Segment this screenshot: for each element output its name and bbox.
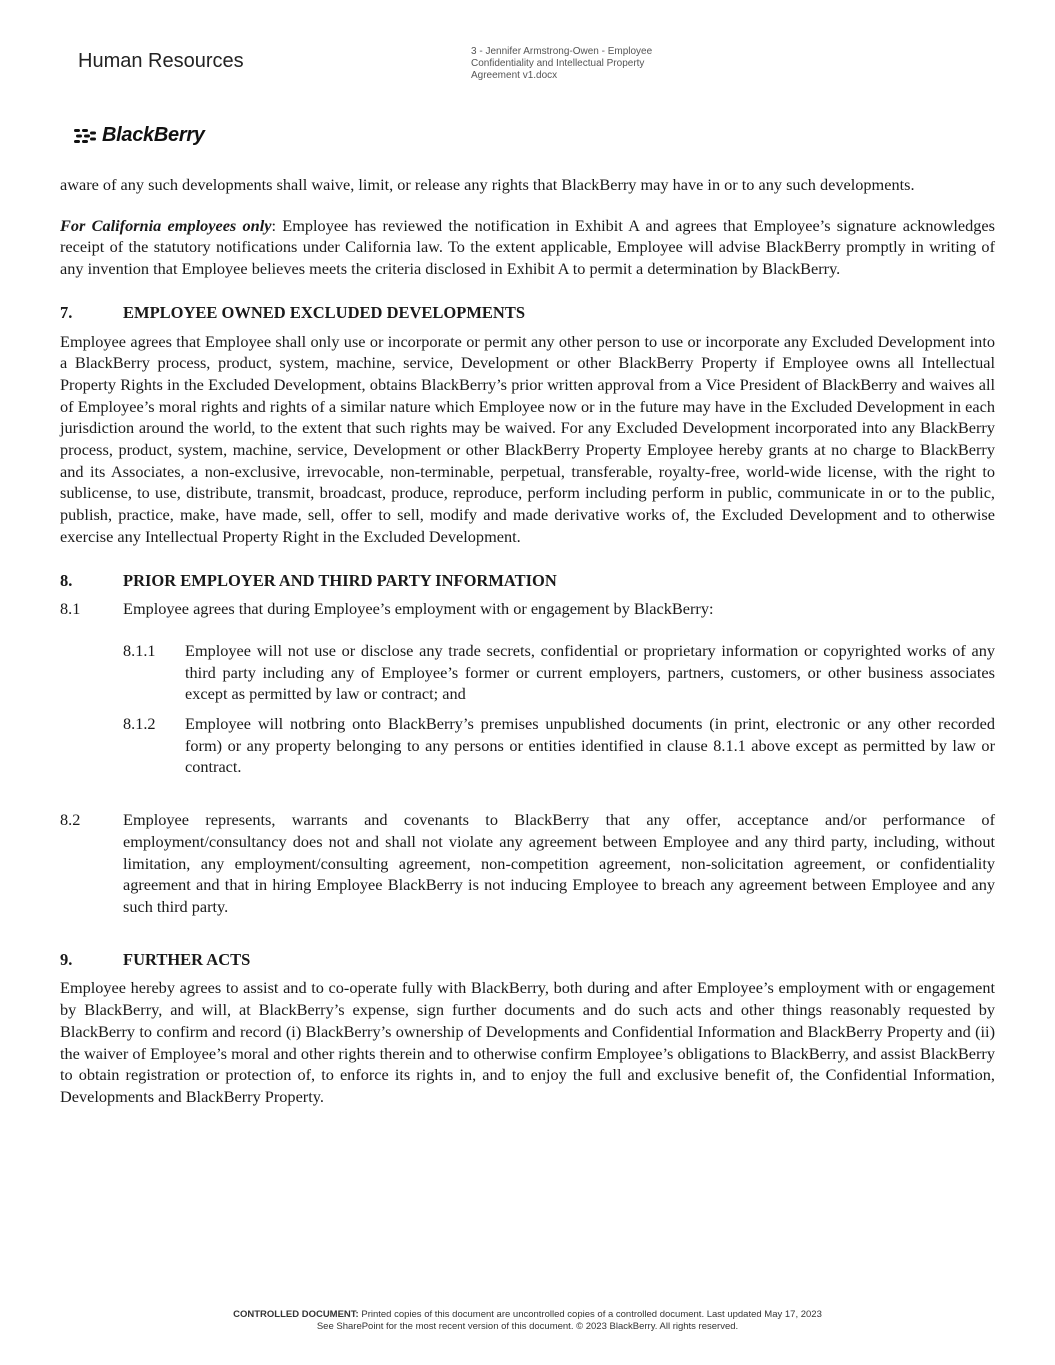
continuation-paragraph: aware of any such developments shall waive, limit, or release any rights that BlackBerry may have in or to any such developments. bbox=[60, 175, 915, 194]
clause-number: 8.1.2 bbox=[123, 714, 156, 734]
clause-8-1-2 bbox=[123, 713, 995, 778]
clause-8-1-1 bbox=[123, 640, 995, 705]
blackberry-logo-icon bbox=[74, 128, 96, 144]
department-title: Human Resources bbox=[78, 50, 244, 72]
clause-8-1 bbox=[60, 598, 995, 620]
section-number: 7. bbox=[60, 302, 73, 322]
section-9-heading bbox=[60, 949, 995, 971]
clause-number: 8.1 bbox=[60, 599, 81, 619]
clause-number: 8.1.1 bbox=[123, 640, 156, 660]
logo-wordmark: BlackBerry bbox=[102, 124, 205, 146]
section-9-paragraph: Employee hereby agrees to assist and to co-operate fully with BlackBerry, both during and after Employee’s employment with or engagement by BlackBerry, and will, at BlackBerry’s expense, sign further documents and do such acts and other things reasonably requested by BlackBerry to confirm and record (i) BlackBerry’s ownership of Developments and Confidential Information and BlackBerry Property and (ii) the waiver of Employee’s moral and other rights therein and to otherwise confirm Employee’s obligations to BlackBerry, and assist BlackBerry to obtain registration or protection of, to enforce its rights in, and to enjoy the full and exclusive benefit of, the Confidential Information, Developments and BlackBerry Property. bbox=[60, 978, 995, 1106]
clause-text: Employee will not use or disclose any trade secrets, confidential or proprietary information or copyrighted works of any third party including any of Employee’s former or current employers, partners, customers, or other business associates except as permitted by law or contract; and bbox=[185, 640, 995, 704]
california-paragraph bbox=[60, 215, 995, 280]
section-number: 9. bbox=[60, 949, 73, 969]
company-logo bbox=[74, 124, 205, 147]
document-body bbox=[60, 174, 995, 1108]
clause-text: Employee represents, warrants and covenants to BlackBerry that any offer, acceptance and/or performance of employment/consultancy does not and shall not violate any agreement between Employee and any third party, including, without limitation, any employment/consulting agreement, non-competition agreement, non-solicitation agreement, or confidentiality agreement and that in hiring Employee BlackBerry is not inducing Employee to breach any agreement between Employee and any such third party. bbox=[123, 810, 995, 916]
footer-line bbox=[0, 1309, 1055, 1321]
footer-label: CONTROLLED DOCUMENT: bbox=[233, 1309, 359, 1320]
section-title: EMPLOYEE OWNED EXCLUDED DEVELOPMENTS bbox=[123, 302, 526, 322]
section-title: FURTHER ACTS bbox=[123, 949, 251, 969]
section-number: 8. bbox=[60, 570, 73, 590]
section-7-heading bbox=[60, 302, 995, 324]
clause-text: Employee will notbring onto BlackBerry’s premises unpublished documents (in print, electronic or any other recorded form) or any property belonging to any persons or entities identified in clause 8.1.1 above except as permitted by law or contract. bbox=[185, 714, 995, 777]
footer-text: Printed copies of this document are uncontrolled copies of a controlled document. Last updated May 17, 2023 bbox=[358, 1309, 822, 1320]
section-7-paragraph: Employee agrees that Employee shall only use or incorporate or permit any other person to use or incorporate any Excluded Development into a BlackBerry process, product, system, machine, service, Development or other BlackBerry Property if Employee owns all Intellectual Property Rights in the Excluded Development, obtains BlackBerry’s prior written approval from a Vice President of BlackBerry and waives all of Employee’s moral rights and rights of a similar nature which Employee now or in the future may have in the Excluded Development in each jurisdiction around the world, to the extent that such rights may be waived. For any Excluded Development incorporated into any BlackBerry process, product, system, machine, service, Development or other BlackBerry Property Employee hereby grants at no charge to BlackBerry and its Associates, a non-exclusive, irrevocable, non-terminable, perpetual, transferable, royalty-free, world-wide license, with the right to sublicense, to use, distribute, transmit, broadcast, produce, reproduce, perform including perform in public, communicate in or to the public, publish, practice, make, have made, sell, offer to sell, modify and made derivative works of, the Excluded Development and to otherwise exercise any Intellectual Property Right in the Excluded Development. bbox=[60, 331, 995, 546]
california-lead: For California employees only bbox=[60, 215, 272, 235]
section-title: PRIOR EMPLOYER AND THIRD PARTY INFORMATION bbox=[123, 570, 557, 590]
doc-ref-line: 3 - Jennifer Armstrong-Owen - Employee bbox=[471, 46, 653, 57]
footer-line: See SharePoint for the most recent version of this document. © 2023 BlackBerry. All rights reserved. bbox=[316, 1321, 739, 1332]
california-text: : Employee has reviewed the notification in Exhibit A and agrees that Employee’s signature acknowledges receipt of the statutory notifications under California law. To the extent applicable, Employee will advise BlackBerry promptly in writing of any invention that Employee believes meets the criteria disclosed in Exhibit A to permit a determination by BlackBerry. bbox=[60, 215, 995, 279]
doc-ref-line: Confidentiality and Intellectual Property bbox=[471, 58, 645, 69]
clause-text: Employee agrees that during Employee’s employment with or engagement by BlackBerry: bbox=[123, 599, 714, 619]
clause-number: 8.2 bbox=[60, 810, 81, 830]
page-footer bbox=[0, 1309, 1055, 1333]
clause-8-2 bbox=[60, 809, 995, 918]
section-8-heading bbox=[60, 570, 995, 592]
document-reference bbox=[471, 46, 711, 82]
doc-ref-line: Agreement v1.docx bbox=[471, 70, 558, 81]
